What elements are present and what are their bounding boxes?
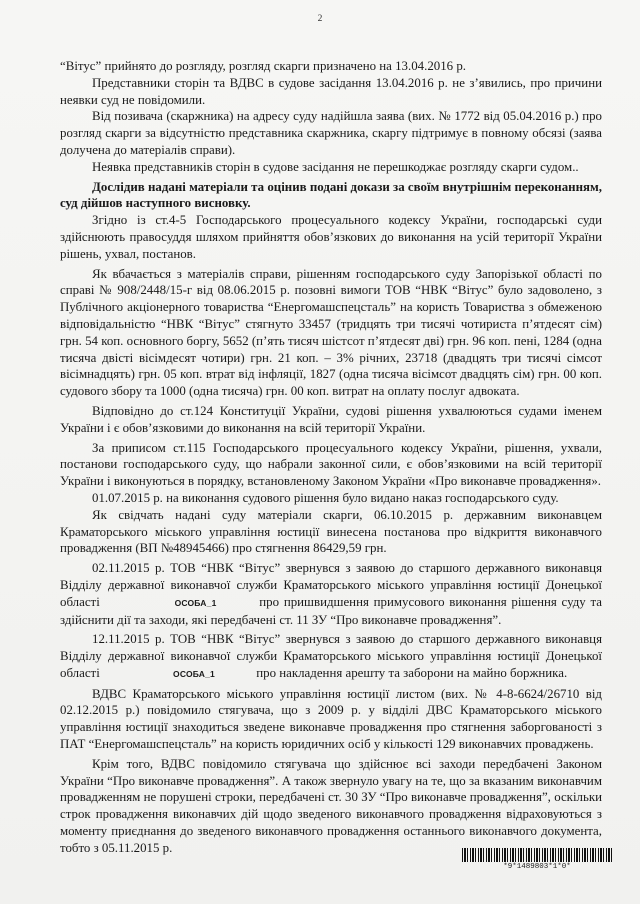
redacted-person-name: ОСОБА_1 [174,597,217,608]
paragraph-dvs-letter: ВДВС Краматорського міського управління юстиції листом (вих. № 4-8-6624/26710 від 02.12.2015 р.) повідомило стягувача, що з 2009 р. у відділі ДВС Краматорського міського управління юстиції знаходиться зведене виконавче провадження про стягнення заборгованості з ПАТ “Енергомашспецсталь” на користь юридичних осіб у кількості 129 виконавчих проваджень. [60,686,602,752]
paragraph-application-1 [60,560,602,628]
paragraph-non-appearance: Неявка представників сторін в судове засідання не перешкоджає розгляду скарги судом.. [92,159,579,174]
redacted-person-name: ОСОБА_1 [173,668,215,679]
document-body [60,58,602,857]
paragraph-court-decision: Як вбачається з матеріалів справи, рішенням господарського суду Запорізької області по справі № 908/2448/15-г від 08.06.2015 р. позовні вимоги ТОВ “НВК “Вітус” було задоволено, з Публічного акціонерного товариства “Енергомашспецсталь” на користь Товариства з обмеженою відповідальністю “НВК “Вітус” стягнуто 33457 (тридцять три тисячі чотириста п’ятдесят сім) грн. 54 коп. основного боргу, 5652 (п’ять тисяч шістсот п’ятдесят дві) грн. 96 коп. пені, 1284 (одна тисяча двісті вісімдесят чотири) грн. 21 коп. – 3% річних, 23718 (двадцять три тисячі сімсот вісімнадцять) грн. 05 коп. втрат від інфляції, 1827 (одна тисяча вісімсот двадцять сім) грн. 00 коп. судового збору та 1000 (одна тисяча) грн. 00 коп. витрат на оплату послуг адвоката. [60,266,602,399]
paragraph-text-before: 12.11.2015 р. ТОВ “НВК “Вітус” звернувся з заявою до старшого державного виконавця Відділу державної виконавчої служби Краматорського міського управління юстиції Донецької області [60,632,602,680]
paragraph-code-article-115: За приписом ст.115 Господарського процесуального кодексу України, рішення, ухвали, постанови господарського суду, що набрали законної сили, є обов’язковими на всій території України і виконуються в порядку, встановленому Законом України «Про виконавче провадження». [60,440,602,489]
paragraph-dvs-notification: Крім того, ВДВС повідомило стягувача що здійснює всі заходи передбачені Законом України “Про виконавче провадження”. А також звернуло увагу на те, що за вказаним виконавчим провадженням не порушені строки, передбачені ст. 30 ЗУ “Про виконавче провадження”, оскільки строк провадження виконавчих дій щодо зведеного виконавчого провадження відраховуються з моменту приєднання до зведеного виконавчого провадження останнього виконавчого документа, тобто з 05.11.2015 р. [60,756,602,855]
barcode [462,848,612,871]
paragraph-application-2 [60,631,602,682]
barcode-number: *9*1489803*1*0* [503,863,571,871]
paragraph-plaintiff-request: Від позивача (скаржника) на адресу суду надійшла заява (вих. № 1772 від 05.04.2016 р.) про розгляд скарги за відсутністю представника скаржника, скаргу підтримує в повному обсязі (заява долучена до матеріалів справи). [60,109,602,157]
paragraph-code-article-4-5: Згідно із ст.4-5 Господарського процесуального кодексу України, господарські суди здійснюють правосуддя шляхом прийняття обов’язкових до виконання на усій території України рішень, ухвал, постанов. [60,213,602,261]
paragraph-text-after: про пришвидшення примусового виконання рішення суду та здійснити дії та заходи, які передбачені ст. 11 ЗУ “Про виконавче провадження”. [60,594,602,627]
paragraph-constitution-124: Відповідно до ст.124 Конституції України, судові рішення ухвалюються судами іменем України і є обов’язковими до виконання на всій території України. [60,403,602,435]
paragraph-order-issued: 01.07.2015 р. на виконання судового рішення було видано наказ господарського суду. [92,490,559,505]
paragraph-text-after: про накладення арешту та заборони на майно боржника. [253,665,568,680]
paragraph-text-before: 02.11.2015 р. ТОВ “НВК “Вітус” звернувся з заявою до старшого державного виконавця Відділу державної виконавчої служби Краматорського міського управління юстиції Донецької області [60,561,602,609]
paragraph-parties-absent: Представники сторін та ВДВС в судове засідання 13.04.2016 р. не з’явились, про причини неявки суд не повідомили. [60,75,602,107]
barcode-bars [462,848,612,862]
paragraph-continuation: “Вітус” прийнято до розгляду, розгляд скарги призначено на 13.04.2016 р. [60,59,467,73]
page-number: 2 [317,14,323,24]
paragraph-court-conclusion-heading: Дослідив надані матеріали та оцінив подані докази за своїм внутрішнім переконанням, суд дійшов наступного висновку. [60,179,602,211]
paragraph-enforcement-opened: Як свідчать надані суду матеріали скарги, 06.10.2015 р. державним виконавцем Краматорського міського управління юстиції винесена постанова про відкриття виконавчого провадження (ВП №48945466) про стягнення 86429,59 грн. [60,507,602,556]
